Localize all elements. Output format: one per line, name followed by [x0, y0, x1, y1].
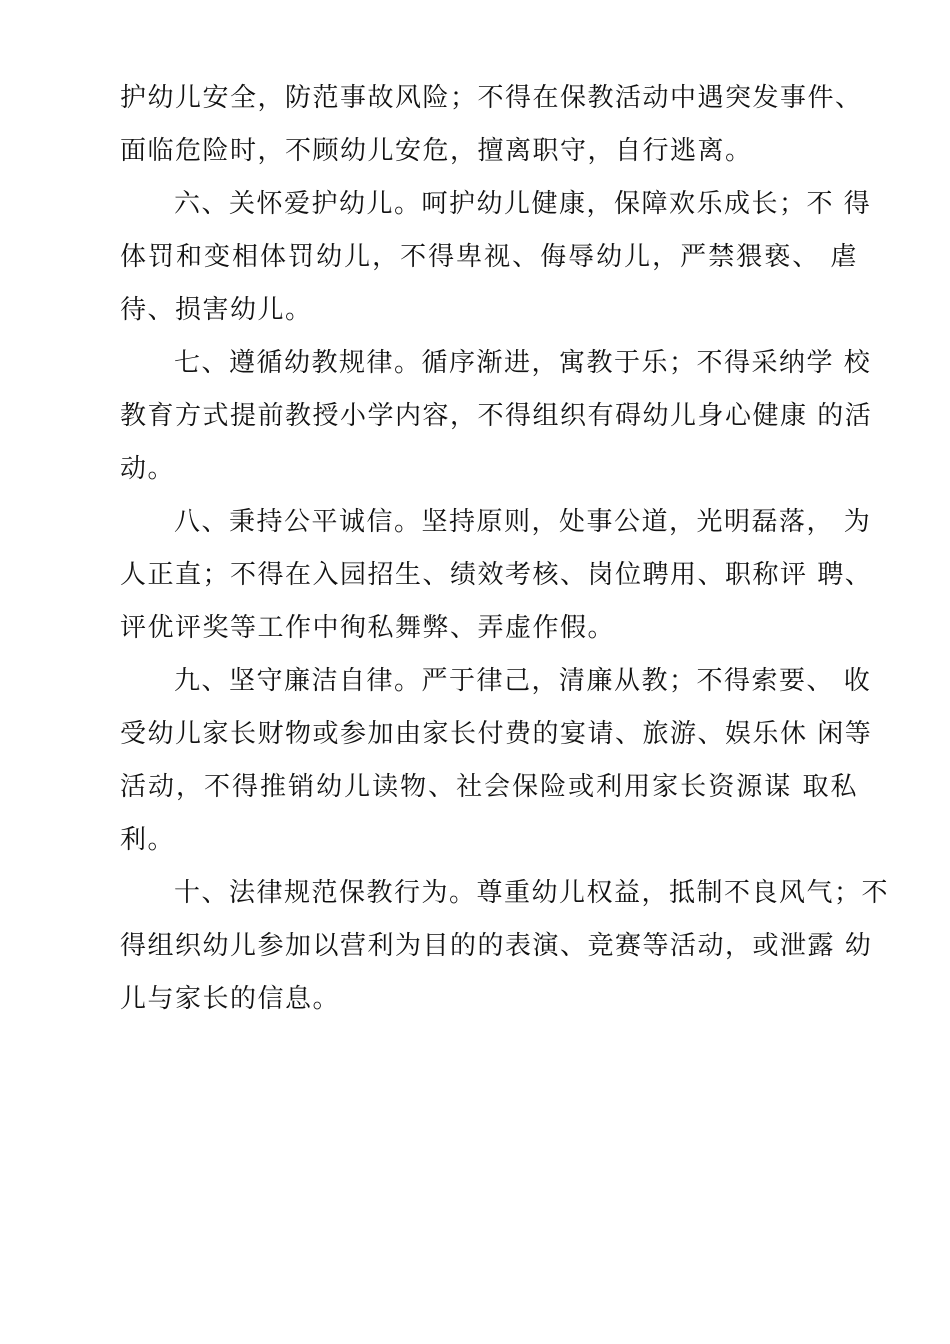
- paragraph-8-line-1: 八、秉持公平诚信。坚持原则，处事公道，光明磊落， 为: [174, 507, 872, 537]
- document-body: [120, 72, 890, 1026]
- paragraph-9-line-3: 活动，不得推销幼儿读物、社会保险或利用家长资源谋 取私: [120, 772, 858, 802]
- paragraph-9-line-1: 九、坚守廉洁自律。严于律己，清廉从教；不得索要、 收: [174, 666, 872, 696]
- paragraph-6-line-1: 六、关怀爱护幼儿。呵护幼儿健康，保障欢乐成长；不 得: [174, 189, 872, 219]
- paragraph-8-line-3: 评优评奖等工作中徇私舞弊、弄虚作假。: [120, 613, 616, 643]
- paragraph-8-line-2: 人正直；不得在入园招生、绩效考核、岗位聘用、职称评 聘、: [120, 560, 873, 590]
- paragraph-9-line-4: 利。: [120, 825, 176, 855]
- paragraph-10-line-3: 儿与家长的信息。: [120, 984, 341, 1014]
- paragraph-6-line-3: 待、损害幼儿。: [120, 295, 313, 325]
- paragraph-10-line-2: 得组织幼儿参加以营利为目的的表演、竞赛等活动，或泄露 幼: [120, 931, 873, 961]
- paragraph-5-line-2: 护幼儿安全，防范事故风险；不得在保教活动中遇突发事件、: [120, 83, 863, 113]
- paragraph-5-line-3: 面临危险时，不顾幼儿安危，擅离职守，自行逃离。: [120, 136, 753, 166]
- paragraph-10-line-1: 十、法律规范保教行为。尊重幼儿权益，抵制不良风气；不: [174, 878, 890, 908]
- paragraph-7-line-1: 七、遵循幼教规律。循序渐进，寓教于乐；不得采纳学 校: [174, 348, 872, 378]
- paragraph-7-line-2: 教育方式提前教授小学内容，不得组织有碍幼儿身心健康 的活: [120, 401, 873, 431]
- paragraph-9-line-2: 受幼儿家长财物或参加由家长付费的宴请、旅游、娱乐休 闲等: [120, 719, 873, 749]
- paragraph-7-line-3: 动。: [120, 454, 176, 484]
- paragraph-6-line-2: 体罚和变相体罚幼儿，不得卑视、侮辱幼儿，严禁猥亵、 虐: [120, 242, 858, 272]
